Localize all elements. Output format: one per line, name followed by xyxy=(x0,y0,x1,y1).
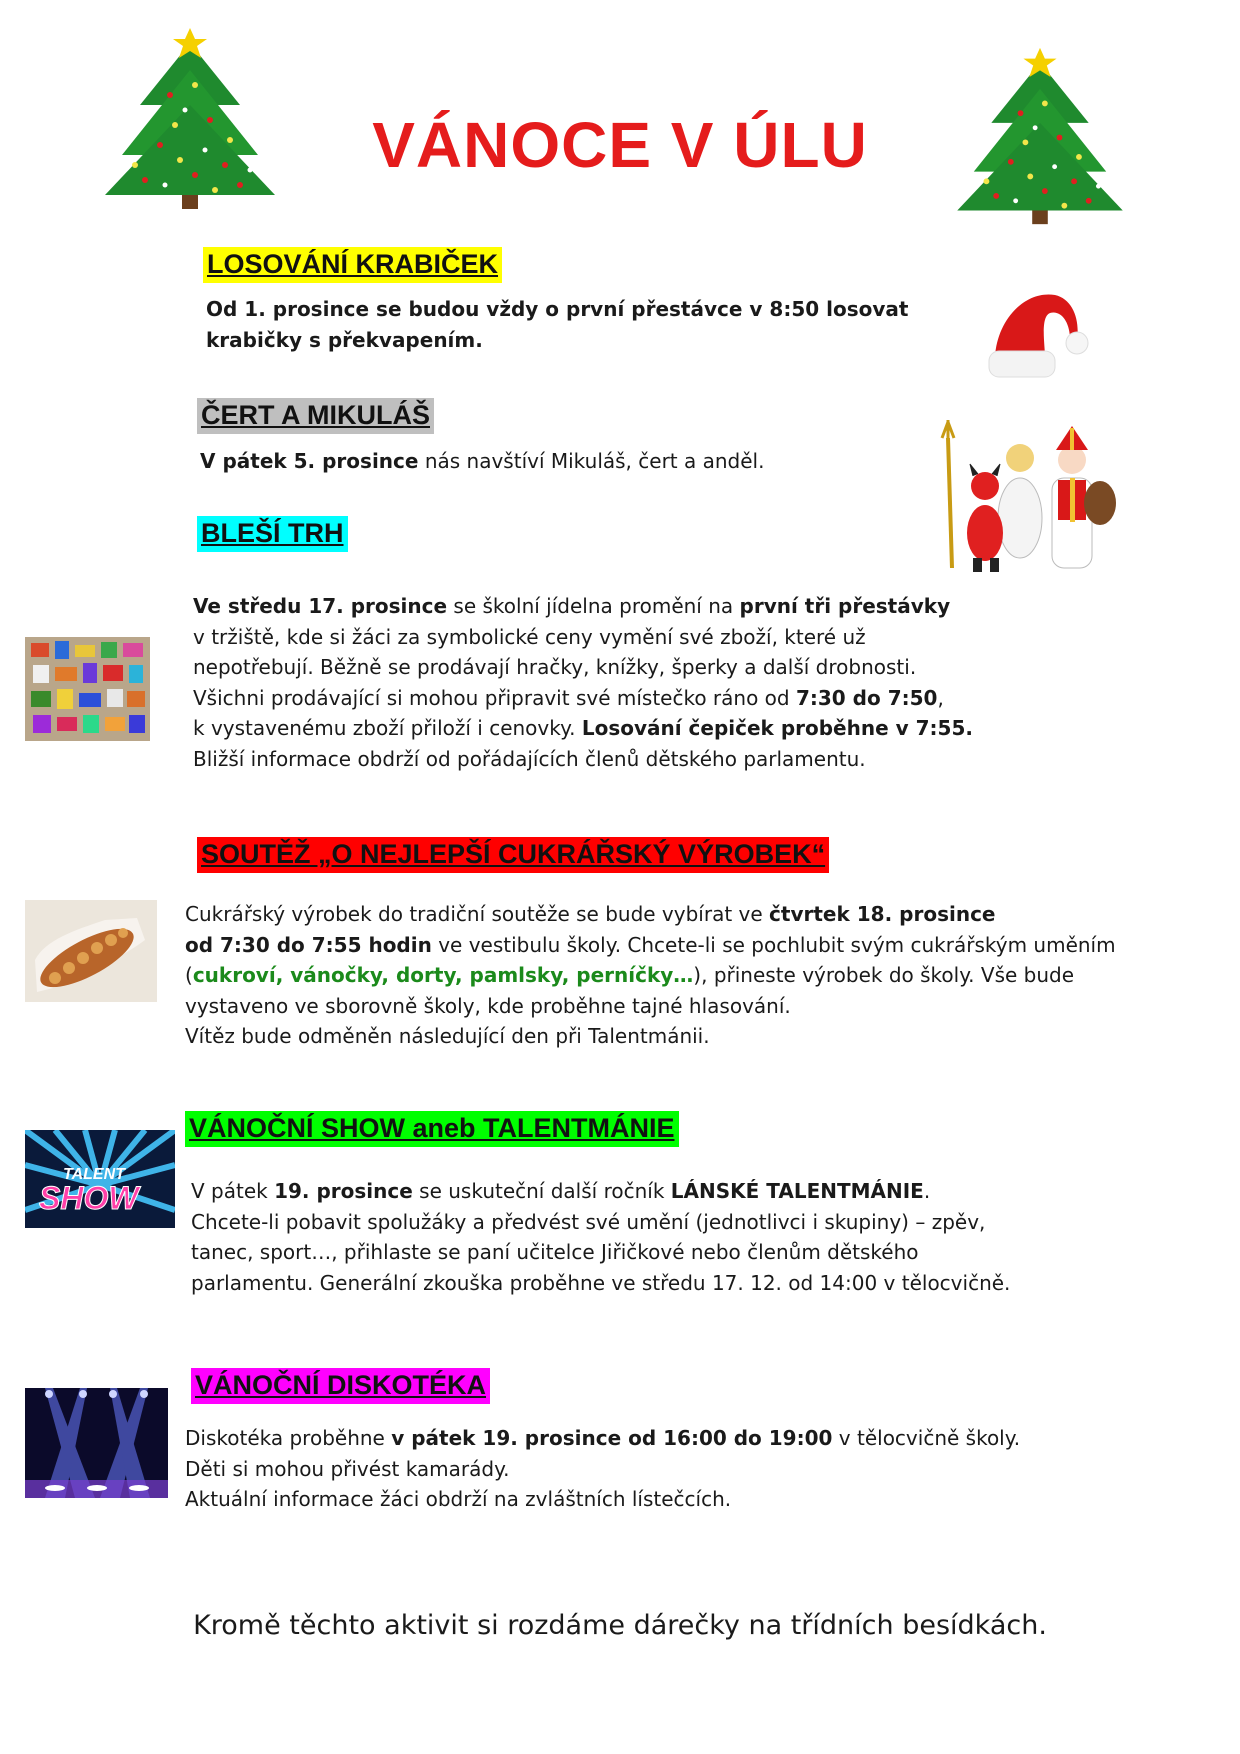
soutez-text: Cukrářský výrobek do tradiční soutěže se bude vybírat ve čtvrtek 18. prosince od 7:30 do 7:55 hodin ve vestibulu školy. Chcete-li se pochlubit svým cukrářským uměním (cukroví, vánočky, dorty, pamlsky, perníčky…), přineste výrobek do školy. Vše bude vystaveno ve sborovně školy, kde proběhne tajné hlasování. Vítěz bude odměněn následující den při Talentmánii. xyxy=(185,902,1116,1048)
mikulas-illustration xyxy=(940,418,1120,578)
heading-losovani: LOSOVÁNÍ KRABIČEK xyxy=(203,247,502,283)
talent-logo-bottom: SHOW xyxy=(39,1180,139,1216)
flea-market-photo xyxy=(25,637,150,741)
christmas-tree-icon xyxy=(950,45,1130,230)
heading-diskoteka: VÁNOČNÍ DISKOTÉKA xyxy=(191,1368,490,1404)
blesi-trh-text: Ve středu 17. prosince se školní jídelna promění na první tři přestávky v tržiště, kde si žáci za symbolické ceny vymění své zboží, které už nepotřebují. Běžně se prodávají hračky, knížky, šperky a další drobnosti. Všichni prodávající si mohou připravit své místečko ráno od 7:30 do 7:50, k vystavenému zboží přiloží i cenovky. Losování čepiček proběhne v 7:55. Bližší informace obdrží od pořádajících členů dětského parlamentu. xyxy=(193,594,973,771)
heading-cert-mikulas: ČERT A MIKULÁŠ xyxy=(197,398,434,434)
show-text: V pátek 19. prosince se uskuteční další ročník LÁNSKÉ TALENTMÁNIE. Chcete-li pobavit spolužáky a předvést své umění (jednotlivci i skupiny) – zpěv, tanec, sport…, přihlaste se paní učitelce Jiřičkové nebo členům dětského parlamentu. Generální zkouška proběhne ve středu 17. 12. od 14:00 v tělocvičně. xyxy=(191,1179,1011,1295)
heading-vanocni-show: VÁNOČNÍ SHOW aneb TALENTMÁNIE xyxy=(185,1111,679,1147)
talent-logo-top: TALENT xyxy=(63,1166,125,1183)
christmas-tree-icon xyxy=(100,25,280,215)
heading-soutez: SOUTĚŽ „O NEJLEPŠÍ CUKRÁŘSKÝ VÝROBEK“ xyxy=(197,837,829,873)
santa-hat-icon xyxy=(985,285,1090,385)
cert-text: V pátek 5. prosince nás navštíví Mikuláš, čert a anděl. xyxy=(200,449,765,473)
heading-blesi-trh: BLEŠÍ TRH xyxy=(197,516,348,552)
diskoteka-text: Diskotéka proběhne v pátek 19. prosince od 16:00 do 19:00 v tělocvičně školy. Děti si mohou přivést kamarády. Aktuální informace žáci obdrží na zvláštních lístečcích. xyxy=(185,1426,1021,1511)
page-title: VÁNOCE V ÚLU xyxy=(372,109,868,181)
losovani-text: Od 1. prosince se budou vždy o první přestávce v 8:50 losovat krabičky s překvapením. xyxy=(206,297,909,352)
disco-photo xyxy=(25,1388,168,1498)
footer-note: Kromě těchto aktivit si rozdáme dárečky na třídních besídkách. xyxy=(193,1610,1047,1641)
pastry-photo xyxy=(25,900,157,1002)
talent-show-logo xyxy=(25,1130,175,1228)
